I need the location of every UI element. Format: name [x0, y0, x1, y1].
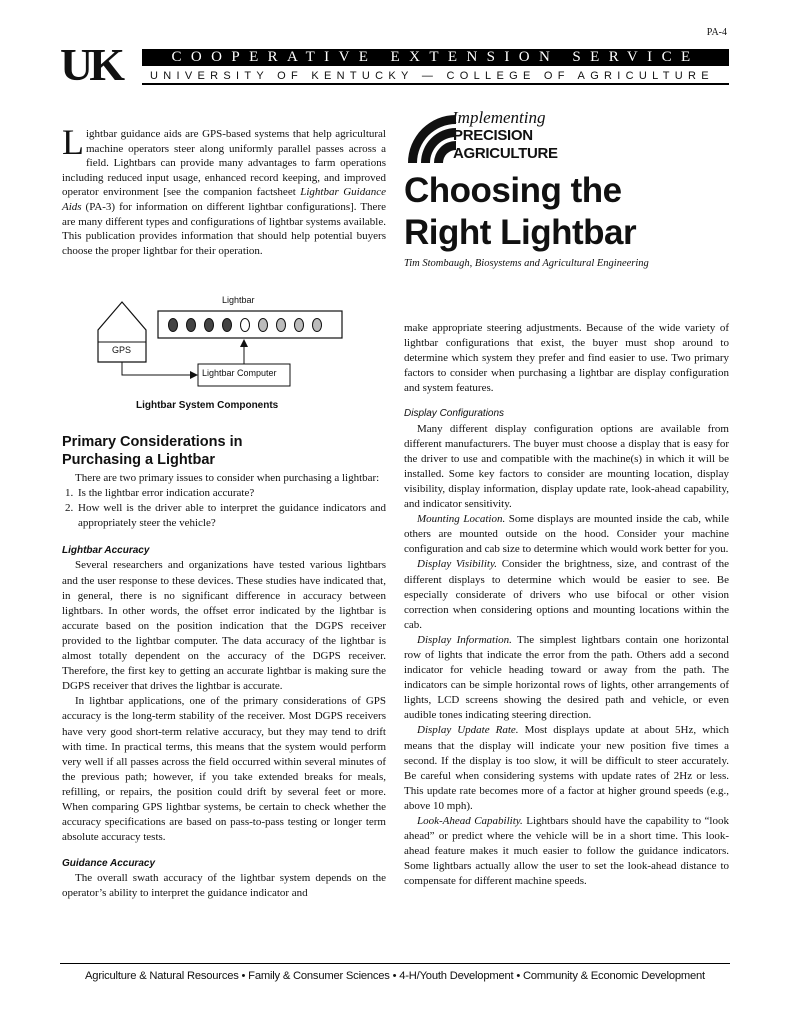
- masthead-title: COOPERATIVE EXTENSION SERVICE: [171, 49, 700, 65]
- diagram-lamps: [168, 317, 338, 333]
- lookahead-paragraph: [404, 814, 729, 889]
- doc-title-line1: Choosing the: [404, 171, 622, 210]
- masthead-rule: [142, 83, 729, 85]
- mounting-term: Mounting Location.: [417, 513, 506, 526]
- intro-paragraph: [62, 122, 386, 258]
- information-term: Display Information.: [417, 633, 512, 646]
- diagram-lines: [62, 290, 386, 400]
- lamp-icon: [258, 318, 268, 332]
- doc-title: [404, 170, 636, 254]
- mounting-text: Some displays are mounted inside the cab, while others are mounted outside on the hood. Consider your machine configuration and cab size to determine which would work better for you.: [404, 513, 730, 556]
- intro-text-1: ightbar guidance aids are GPS-based systems that help agricultural machine operators steer along uniformly parallel passes across a field. Lightbars can provide many advantages to farm operations including reduced input usage, enhanced record keeping, and improved operator environment [see the companion factsheet: [62, 128, 386, 199]
- footer-text: Agriculture & Natural Resources • Family & Consumer Sciences • 4-H/Youth Development • Community & Economic Development: [85, 970, 705, 982]
- primary-heading-line1: Primary Considerations in: [62, 434, 243, 450]
- right-column-body: [404, 321, 729, 889]
- visibility-paragraph: [404, 557, 729, 632]
- mounting-paragraph: [404, 512, 729, 557]
- guidance-p1: The overall swath accuracy of the lightbar system depends on the operator’s ability to interpret the guidance indicator and: [62, 872, 386, 900]
- diagram-caption: Lightbar System Components: [136, 400, 279, 411]
- uk-logo: UK: [60, 39, 121, 90]
- accuracy-heading: Lightbar Accuracy: [62, 545, 150, 557]
- intro-text-2: (PA-3) for information on different lightbar configurations]. There are many different types and configurations of lightbar systems available. This publication provides information that should help potential buyers choose the proper lightbar for their operation.: [62, 200, 386, 257]
- doc-author: Tim Stombaugh, Biosystems and Agricultural Engineering: [404, 258, 649, 269]
- series-line2: AGRICULTURE: [453, 145, 558, 162]
- update-term: Display Update Rate.: [417, 724, 519, 737]
- display-heading: Display Configurations: [404, 408, 505, 420]
- lookahead-text: Lightbars should have the capability to “look ahead” or predict where the vehicle will be in a short time. This look-ahead feature makes it much easier to follow the guidance indicators. Some lightbars actually allow the user to set the look-ahead distance to compensate for different machine speeds.: [404, 815, 729, 888]
- left-column-body: [62, 471, 386, 902]
- guidance-heading: Guidance Accuracy: [62, 858, 156, 870]
- intro-dropcap: L: [62, 122, 84, 162]
- accuracy-p1: Several researchers and organizations have tested various lightbars and the user response to these devices. These studies have indicated that, in general, there is no significant difference in accuracy between lightbars. In other words, the offset error indicated by the lightbar is accurate based on the position indication that the DGPS receiver provided to the lightbar computer. The data accuracy of the lightbar is almost totally dependent on the accuracy of the DGPS receiver. Therefore, the first key to getting an accurate lightbar is making sure the DGPS receiver that drives the lightbar is accurate.: [62, 559, 386, 693]
- right-continuation: make appropriate steering adjustments. Because of the wide variety of lightbar configurations that exist, the buyer must shop around to determine which system they prefer and find easier to use. Two primary factors to consider when purchasing a lightbar are display configuration and system features.: [404, 322, 729, 395]
- information-paragraph: [404, 633, 729, 724]
- page-code: PA-4: [706, 27, 727, 38]
- visibility-term: Display Visibility.: [417, 558, 497, 571]
- display-p1: Many different display configuration options are available from different manufacturers. The buyer must choose a display that is easy for the driver to use and compatible with the machine(s) in which it will be installed. Some key factors to consider are mounting location, display visibility, display information, display update rate, look-ahead capability, and indicator sensitivity.: [404, 422, 729, 511]
- precision-ag-logo: [406, 110, 606, 166]
- primary-list: [62, 486, 386, 531]
- masthead: [60, 39, 730, 90]
- list-item: 2. How well is the driver able to interpret the guidance indicators and appropriately steer the vehicle?: [76, 501, 386, 531]
- lamp-icon: [240, 318, 250, 332]
- lamp-icon: [312, 318, 322, 332]
- series-line1: PRECISION: [453, 127, 533, 144]
- lamp-icon: [204, 318, 214, 332]
- lamp-icon: [186, 318, 196, 332]
- footer-rule: [60, 963, 730, 964]
- accuracy-p2: In lightbar applications, one of the primary considerations of GPS accuracy is the long-term stability of the receiver. Most DGPS receivers have very good short-term relative accuracy, but they may tend to drift with time. In practical terms, this means that the system would perform very well if all passes across the field occurred within several minutes of the previous path; however, if you take extended breaks for meals, refilling, or repairs, the position could drift by several feet or more. When comparing GPS lightbar systems, be certain to check whether the accuracy specifications are based on pass-to-pass testing or longer term absolute accuracy tests.: [62, 695, 386, 844]
- primary-intro: There are two primary issues to consider when purchasing a lightbar:: [75, 472, 380, 484]
- primary-heading: [62, 433, 243, 469]
- information-text: The simplest lightbars contain one horizontal row of lights that indicate the error from the path. Others add a second indicator for vehicle heading toward or away from the path. The indicators can be simple horizontal rows of lights, other arrangements of lights, LCD screens showing the desired path and vehicle, or even audible tones indicating steering direction.: [404, 633, 729, 722]
- list-item: 1. Is the lightbar error indication accurate?: [76, 486, 386, 501]
- series-implementing: Implementing: [452, 108, 546, 127]
- doc-title-line2: Right Lightbar: [404, 213, 637, 252]
- lamp-icon: [276, 318, 286, 332]
- series-swoosh-icon: [406, 113, 458, 165]
- diagram-gps-label: GPS: [112, 345, 132, 355]
- masthead-subtitle: UNIVERSITY OF KENTUCKY — COLLEGE OF AGRICULTURE: [150, 70, 714, 82]
- update-text: Most displays update at about 5Hz, which means that the display will indicate your new position five times a second. If the display is too slow, it will be difficult to steer accurately. Be careful when considering systems with update rates of 2Hz or less. This update rate becomes more of a factor at higher ground speeds (e.g., above 10 mph).: [404, 724, 729, 812]
- update-paragraph: [404, 723, 729, 814]
- lightbar-diagram: [62, 290, 386, 420]
- primary-heading-line2: Purchasing a Lightbar: [62, 452, 216, 468]
- diagram-lightbar-label: Lightbar: [222, 295, 255, 305]
- lamp-icon: [168, 318, 178, 332]
- lamp-icon: [222, 318, 232, 332]
- lamp-icon: [294, 318, 304, 332]
- intro-factsheet-title: Lightbar Guidance Aids: [62, 186, 386, 213]
- diagram-computer-label: Lightbar Computer: [202, 368, 277, 378]
- visibility-text: Consider the brightness, size, and contrast of the different displays to determine which would be easier to see. Be especially considerate of drivers who use bifocal or other vision correction when considering options and mounting locations within the cab.: [404, 558, 729, 631]
- lookahead-term: Look-Ahead Capability.: [417, 815, 523, 827]
